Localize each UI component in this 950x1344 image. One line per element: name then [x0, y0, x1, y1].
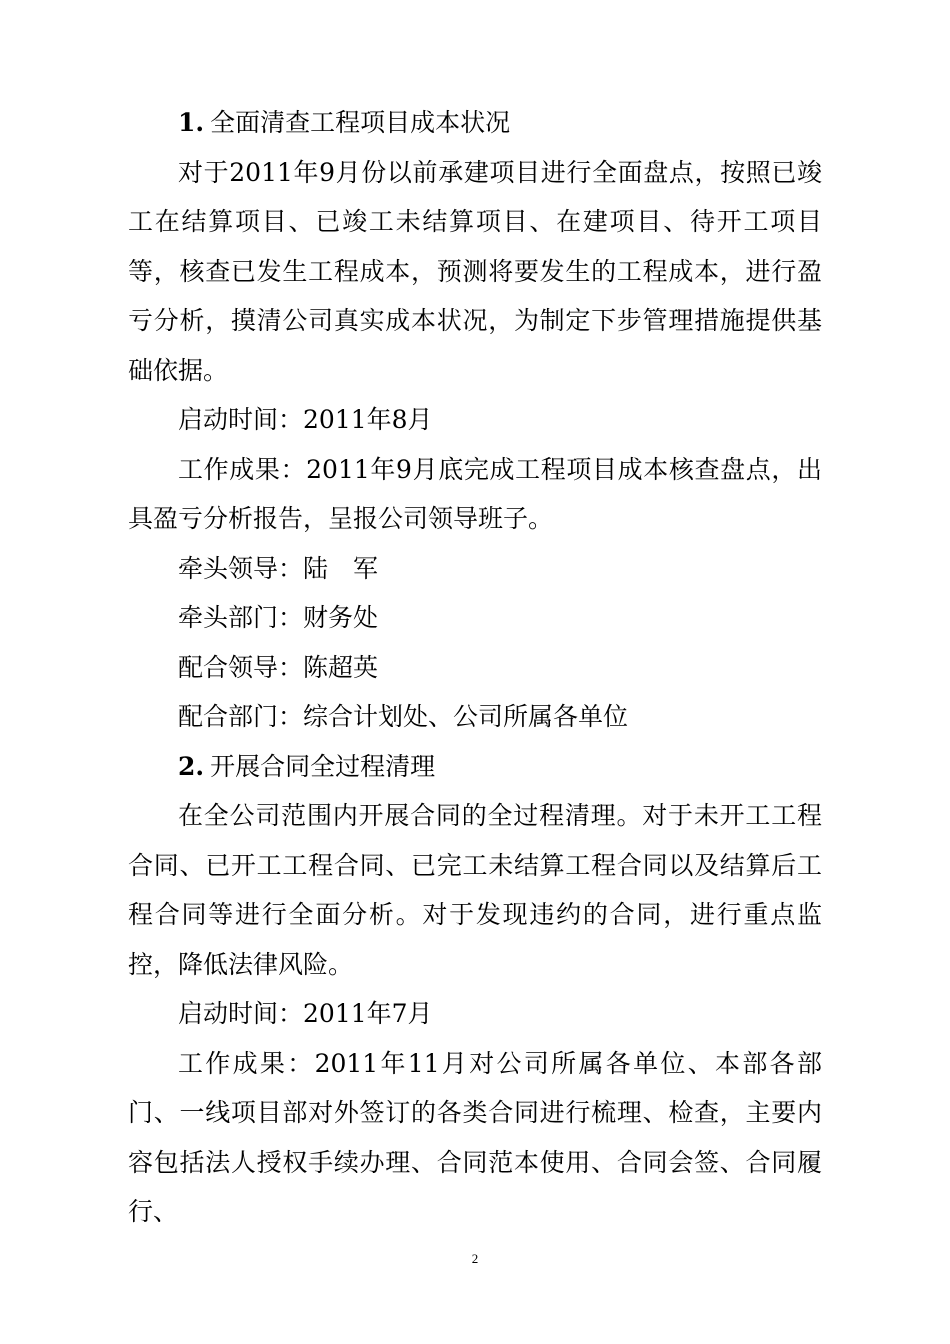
coop-dept-value: 综合计划处、公司所属各单位 [303, 702, 629, 731]
result-label: 工作成果： [178, 1048, 315, 1078]
section-2-heading [128, 742, 822, 792]
lead-dept-label: 牵头部门： [178, 603, 304, 632]
lead-dept-value: 财务处 [303, 603, 379, 632]
result-value: 2011年11月对公司所属各单位、本部各部门、一线项目部对外签订的各类合同进行梳理、检查，主要内容包括法人授权手续办理、合同范本使用、合同会签、合同履行、 [128, 1048, 822, 1226]
section-2-start-time [128, 989, 822, 1039]
section-2-title: 开展合同全过程清理 [210, 751, 436, 781]
section-1-heading [128, 98, 822, 148]
section-1-coop-dept [128, 692, 822, 742]
coop-leader-label: 配合领导： [178, 652, 304, 682]
lead-leader-label: 牵头领导： [178, 553, 304, 583]
start-time-label: 启动时间： [178, 405, 304, 434]
section-2-body: 在全公司范围内开展合同的全过程清理。对于未开工工程合同、已开工工程合同、已完工未结算工程合同以及结算后工程合同等进行全面分析。对于发现违约的合同，进行重点监控，降低法律风险。 [128, 801, 822, 979]
coop-leader-value: 陈超英 [303, 652, 379, 682]
section-1-body: 对于2011年9月份以前承建项目进行全面盘点，按照已竣工在结算项目、已竣工未结算项目、在建项目、待开工项目等，核查已发生工程成本，预测将要发生的工程成本，进行盈亏分析，摸清公司真实成本状况，为制定下步管理措施提供基础依据。 [128, 157, 822, 385]
section-1-result [128, 445, 822, 544]
start-time-value: 2011年7月 [303, 999, 433, 1028]
lead-leader-value: 陆 军 [303, 553, 379, 583]
start-time-value: 2011年8月 [303, 405, 433, 434]
section-2-number: 2. [178, 751, 205, 781]
result-label: 工作成果： [178, 454, 307, 484]
document-body [128, 98, 822, 1237]
section-1-coop-leader [128, 643, 822, 693]
result-value: 2011年9月底完成工程项目成本核查盘点，出具盈亏分析报告，呈报公司领导班子。 [128, 454, 822, 533]
section-1-title: 全面清查工程项目成本状况 [210, 108, 511, 137]
page-number: 2 [471, 1251, 479, 1266]
section-1-lead-dept [128, 593, 822, 643]
section-1-start-time [128, 395, 822, 445]
section-1-number: 1. [178, 108, 205, 137]
coop-dept-label: 配合部门： [178, 702, 304, 731]
section-1-lead-leader [128, 544, 822, 594]
start-time-label: 启动时间： [178, 999, 304, 1028]
section-2-result [128, 1039, 822, 1237]
